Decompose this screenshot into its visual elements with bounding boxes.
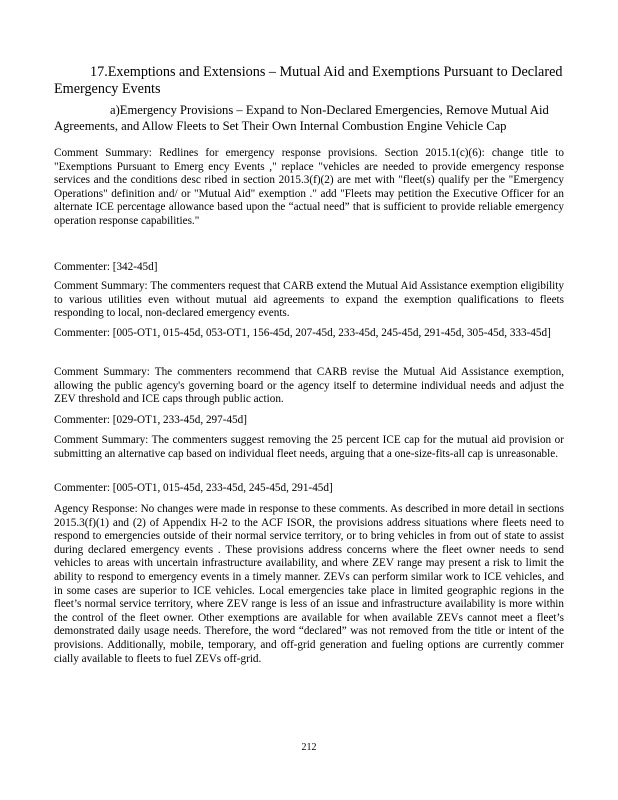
- section-heading: 17.Exemptions and Extensions – Mutual Aid and Exemptions Pursuant to Declared Emergency Events: [54, 64, 563, 97]
- comment-summary: Comment Summary: The commenters suggest removing the 25 percent ICE cap for the mutual aid provision or submitting an alternative cap based on individual fleet needs, arguing that a one-size-fits-all cap is unreasonable.: [54, 434, 564, 460]
- comment-summary: Comment Summary: The commenters request that CARB extend the Mutual Aid Assistance exemption eligibility to various utilities even without mutual aid agreements to expand the exemption qualifications to fleets responding to local, non-declared emergency events.: [54, 280, 564, 320]
- commenter-list: Commenter: [005-OT1, 015-45d, 053-OT1, 156-45d, 207-45d, 233-45d, 245-45d, 291-45d, 305-45d, 333-45d]: [54, 327, 551, 339]
- subsection-heading: a)Emergency Provisions – Expand to Non-Declared Emergencies, Remove Mutual Aid Agreements, and Allow Fleets to Set Their Own Internal Combustion Engine Vehicle Cap: [54, 103, 549, 133]
- commenter-list: Commenter: [005-OT1, 015-45d, 233-45d, 245-45d, 291-45d]: [54, 482, 333, 494]
- comment-summary: Comment Summary: The commenters recommend that CARB revise the Mutual Aid Assistance exemption, allowing the public agency's governing board or the agency itself to determine individual needs and adjust the ZEV threshold and ICE caps through public action.: [54, 366, 564, 406]
- page-number: 212: [301, 742, 317, 753]
- commenter-list: Commenter: [342-45d]: [54, 261, 158, 273]
- commenter-list: Commenter: [029-OT1, 233-45d, 297-45d]: [54, 414, 247, 426]
- agency-response: Agency Response: No changes were made in response to these comments. As described in more detail in sections 2015.3(f)(1) and (2) of Appendix H-2 to the ACF ISOR, the provisions address situations where fleets need to respond to emergencies outside of their normal service territory, or to bring vehicles in from out of state to assist during declared emergency events . These provisions address concerns where the fleet owner needs to send vehicles to areas with uncertain infrastructure availability, and where ZEV range may present a risk to limit the ability to respond to emergency events in a timely manner. ZEVs can perform similar work to ICE vehicles, and in some cases are superior to ICE vehicles. Local emergencies take place in limited geographic regions in the fleet’s normal service territory, where ZEV range is less of an issue and infrastructure availability is more within the control of the fleet owner. Other exemptions are available for when available ZEVs cannot meet a fleet’s demonstrated daily usage needs. Therefore, the word “declared” was not removed from the title or intent of the provisions. Additionally, mobile, temporary, and off-grid generation and fueling options are currently commer cially available to fleets to fuel ZEVs off-grid.: [54, 503, 564, 665]
- comment-summary: Comment Summary: Redlines for emergency response provisions. Section 2015.1(c)(6): change title to "Exemptions Pursuant to Emerg ency Events ," replace "vehicles are needed to provide emergency response services and the conditions desc ribed in section 2015.3(f)(2) are met with "fleet(s) qualify per the "Emergency Operations" definition and/ or "Mutual Aid" exemption ." add "Fleets may petition the Executive Officer for an alternate ICE percentage allowance based upon the “actual need” that is sufficient to provide reliable emergency operation response capabilities.": [54, 147, 564, 227]
